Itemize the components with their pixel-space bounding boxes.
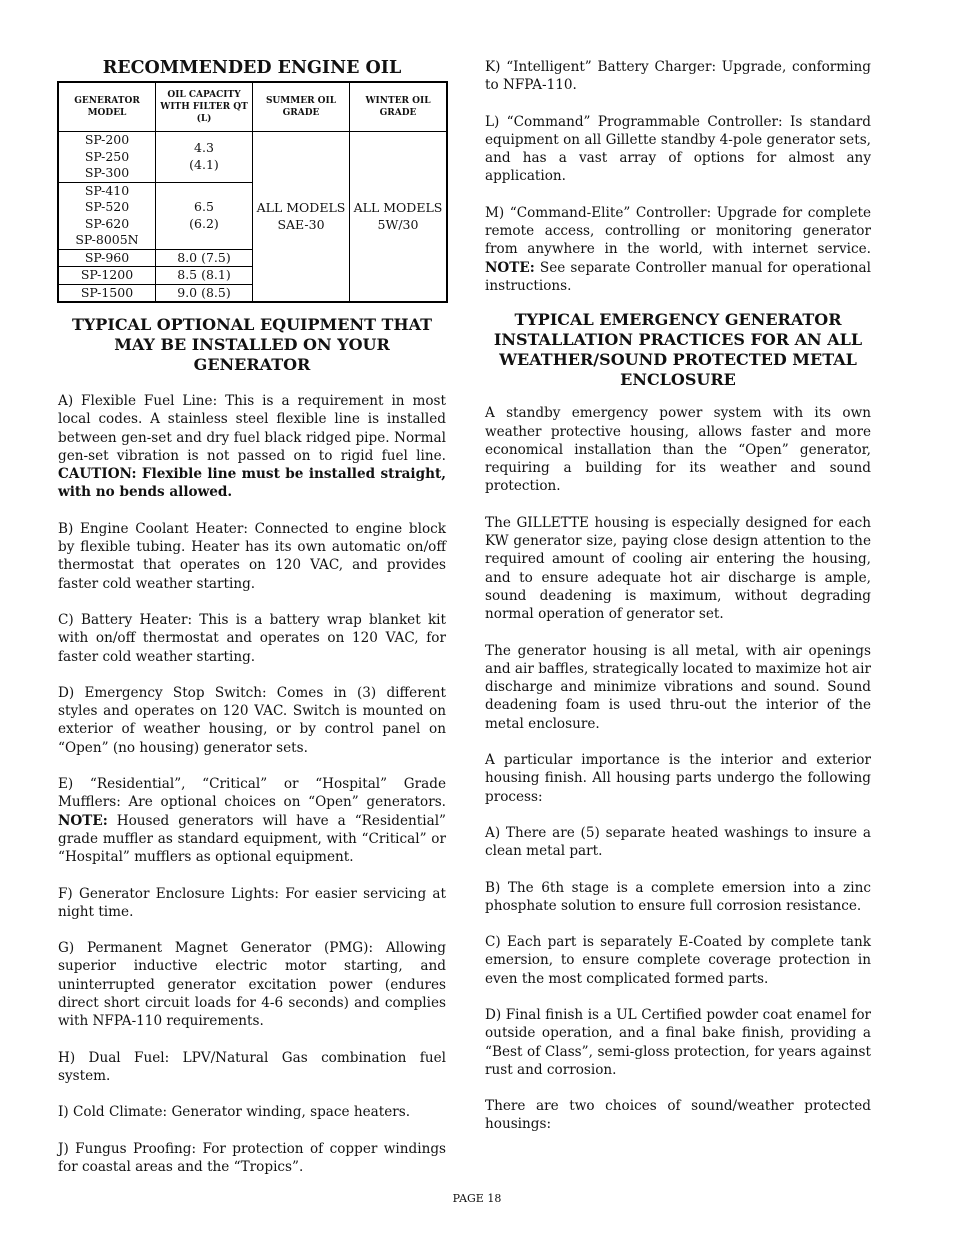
capacity-cell: 6.5 (6.2) (156, 182, 253, 249)
install-paragraph-3: The generator housing is all metal, with air openings and air baffles, strategically located to maximize hot air discharge and minimize vibrations and sound. Sound deadening foam is used thru-out the interior of the metal enclosure. (485, 642, 871, 732)
header-capacity: OIL CAPACITY WITH FILTER QT (L) (156, 82, 253, 132)
paragraph-i: I) Cold Climate: Generator winding, space heaters. (58, 1104, 411, 1121)
engine-oil-table (57, 81, 448, 303)
note-label: NOTE: (485, 259, 535, 276)
model-cell: SP-960 (58, 249, 156, 267)
note-label: NOTE: (58, 812, 108, 829)
process-step-c: C) Each part is separately E-Coated by complete tank emersion, to ensure complete coverage protection in even the most complicated formed parts. (485, 934, 871, 987)
paragraph-l: L) “Command” Programmable Controller: Is standard equipment on all Gillette standby 4-pole generator sets, and has a vast array of options for almost any application. (485, 113, 871, 185)
oil-table-title: RECOMMENDED ENGINE OIL (102, 58, 402, 78)
paragraph-m: M) “Command-Elite” Controller: Upgrade for complete remote access, controlling or monitoring generator from anywhere in the world, with internet service. NOTE: See separate Controller manual for operational instructions. (485, 204, 872, 294)
capacity-cell: 9.0 (8.5) (156, 284, 253, 302)
install-paragraph-5: There are two choices of sound/weather protected housings: (485, 1098, 871, 1133)
table-header-row (58, 82, 447, 132)
process-step-a: A) There are (5) separate heated washings to insure a clean metal part. (485, 824, 871, 860)
paragraph-c: C) Battery Heater: This is a battery wrap blanket kit with on/off thermostat and operates on 120 VAC, for faster cold weather starting. (58, 611, 446, 665)
capacity-cell: 8.0 (7.5) (156, 249, 253, 267)
winter-grade-cell: ALL MODELS 5W/30 (350, 132, 448, 303)
paragraph-d: D) Emergency Stop Switch: Comes in (3) different styles and operates on 120 VAC. Switch is mounted on exterior of weather housing, or by control panel on “Open” (no housing) generator sets. (58, 684, 446, 756)
install-paragraph-4: A particular importance is the interior and exterior housing finish. All housing parts undergo the following process: (485, 752, 871, 805)
paragraph-f: F) Generator Enclosure Lights: For easier servicing at night time. (58, 885, 446, 920)
paragraph-a: A) Flexible Fuel Line: This is a requirement in most local codes. A stainless steel flexible line is installed between gen-set and dry fuel black ridged pipe. Normal gen-set vibration is not passed on to rigid fuel line. CAUTION: Flexible line must be installed straight, with no bends allowed. (58, 393, 446, 501)
caution-text: CAUTION: Flexible line must be installed straight, with no bends allowed. (58, 466, 446, 501)
model-cell: SP-1200 (58, 267, 156, 285)
left-column (58, 58, 446, 1176)
paragraph-g: G) Permanent Magnet Generator (PMG): Allowing superior inductive electric motor starting, and uninterrupted generator excitation power (endures direct short circuit loads for 4-6 seconds) and complies with NFPA-110 requirements. (58, 940, 446, 1030)
install-paragraph-2: The GILLETTE housing is especially designed for each KW generator size, paying close design attention to the required amount of cooling air entering the housing, and to ensure adequate hot air discharge is ample, sound deadening is maximum, without degrading normal operation of generator set. (485, 514, 871, 623)
page-number: PAGE 18 (452, 1192, 502, 1205)
paragraph-k: K) “Intelligent” Battery Charger: Upgrade, conforming to NFPA-110. (485, 59, 871, 94)
model-cell: SP-1500 (58, 284, 156, 302)
summer-grade-cell: ALL MODELS SAE-30 (253, 132, 350, 303)
optional-equipment-title: TYPICAL OPTIONAL EQUIPMENT THAT MAY BE INSTALLED ON YOUR GENERATOR (71, 315, 433, 374)
model-cell: SP-410 SP-520 SP-620 SP-8005N (58, 182, 156, 249)
header-summer: SUMMER OIL GRADE (253, 82, 350, 132)
paragraph-j: J) Fungus Proofing: For protection of copper windings for coastal areas and the “Tropics”. (58, 1140, 446, 1175)
header-model: GENERATOR MODEL (58, 82, 156, 132)
model-cell: SP-200 SP-250 SP-300 (58, 132, 156, 183)
paragraph-e: E) “Residential”, “Critical” or “Hospital” Grade Mufflers: Are optional choices on “Open” generators. NOTE: Housed generators will have a “Residential” grade muffler as standard equipment, with “Critical” or “Hospital” mufflers as optional equipment. (58, 776, 446, 866)
capacity-cell: 8.5 (8.1) (156, 267, 253, 285)
process-step-b: B) The 6th stage is a complete emersion into a zinc phosphate solution to ensure full corrosion resistance. (485, 879, 871, 914)
install-paragraph-1: A standby emergency power system with its own weather protective housing, allows faster and more economical installation than the “Open” generator, requiring a building for its weather and sound protection. (485, 405, 871, 495)
table-row (58, 132, 447, 183)
paragraph-b: B) Engine Coolant Heater: Connected to engine block by flexible tubing. Heater has its own automatic on/off thermostat that operates on 120 VAC, and provides faster cold weather starting. (58, 520, 446, 592)
right-column (485, 58, 871, 1134)
process-step-d: D) Final finish is a UL Certified powder coat enamel for outside operation, and a final bake finish, providing a “Best of Class”, semi-gloss protection, for years against rust and corrosion. (485, 1006, 871, 1078)
capacity-cell: 4.3 (4.1) (156, 132, 253, 183)
installation-title: TYPICAL EMERGENCY GENERATOR INSTALLATION PRACTICES FOR AN ALL WEATHER/SOUND PROTECTED METAL ENCLOSURE (493, 310, 863, 390)
paragraph-h: H) Dual Fuel: LPV/Natural Gas combination fuel system. (58, 1049, 446, 1084)
header-winter: WINTER OIL GRADE (350, 82, 448, 132)
